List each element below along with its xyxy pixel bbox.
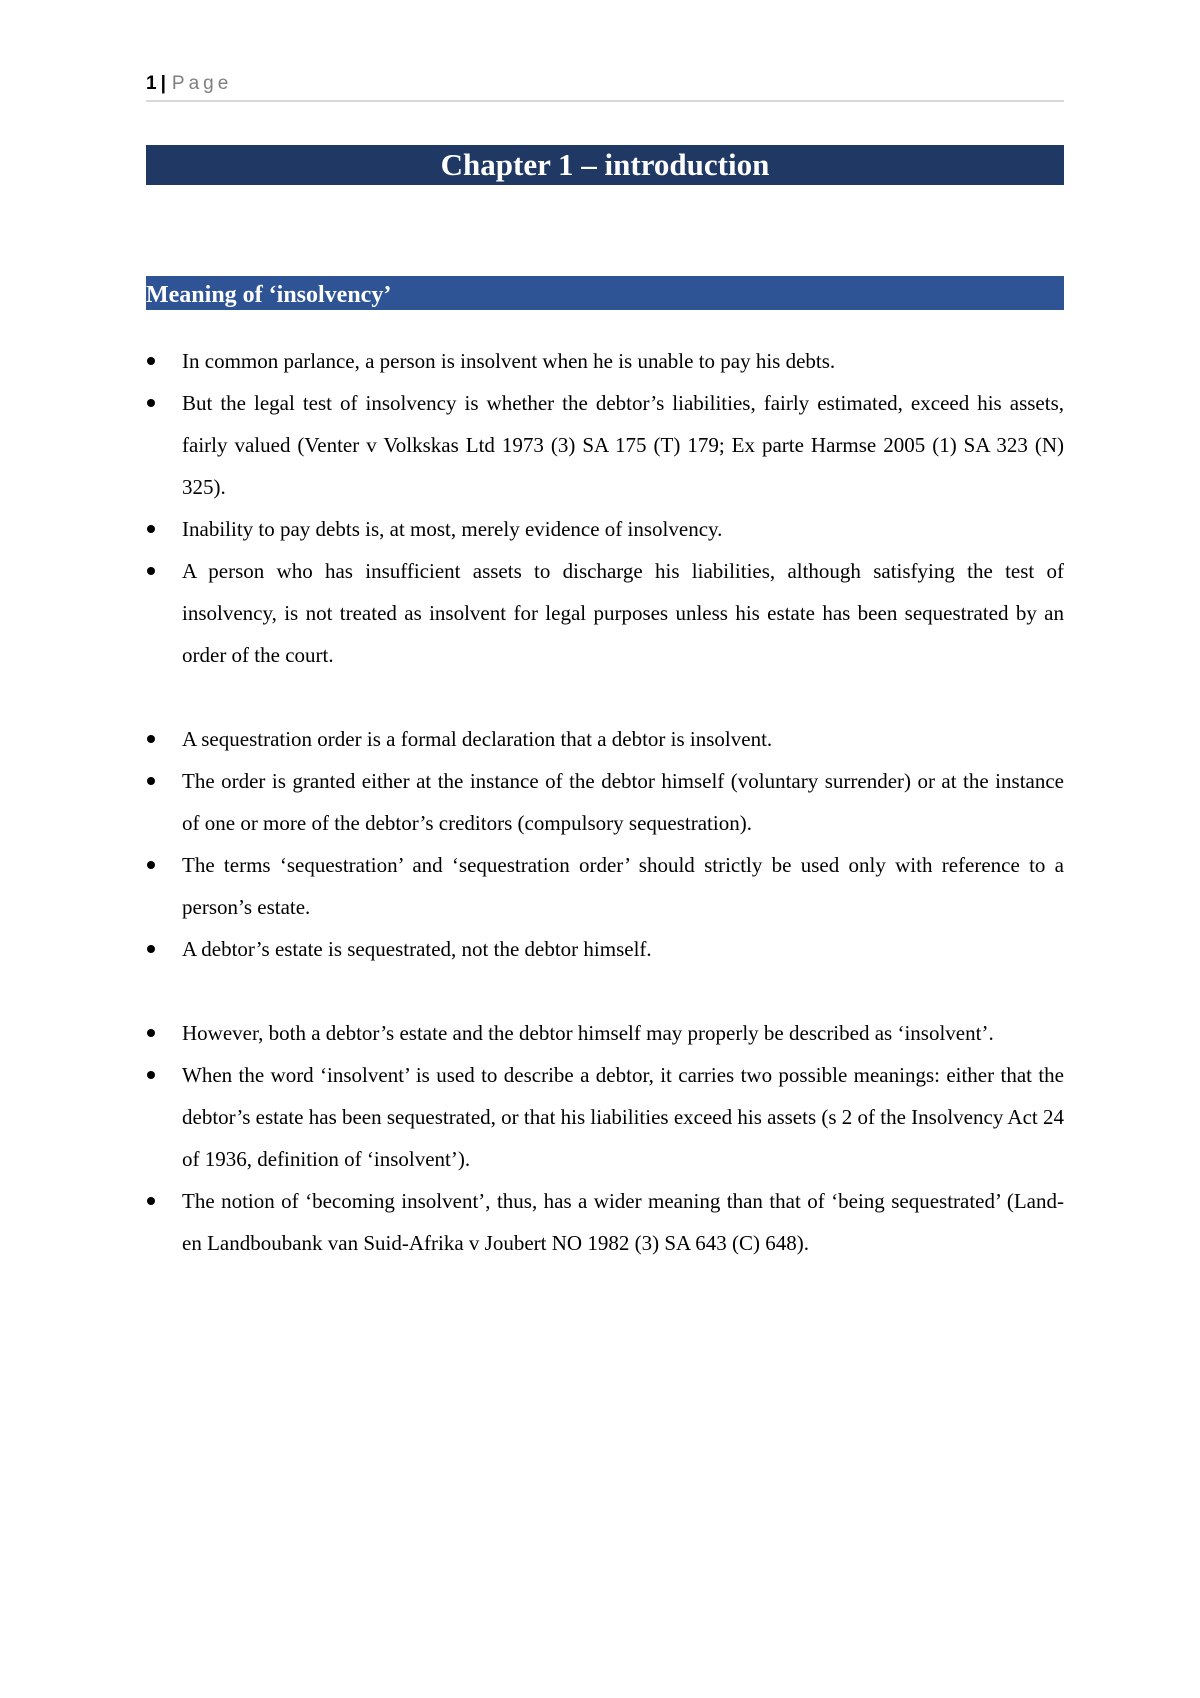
page-label: Page	[171, 73, 233, 94]
bullet-item: The order is granted either at the instance of the debtor himself (voluntary surrender) or at the instance of one or more of the debtor’s creditors (compulsory sequestration).	[146, 760, 1064, 844]
bullet-list	[146, 340, 1064, 1264]
page-separator: |	[160, 73, 166, 94]
chapter-title: Chapter 1 – introduction	[146, 145, 1064, 185]
bullet-item: A person who has insufficient assets to discharge his liabilities, although satisfying the test of insolvency, is not treated as insolvent for legal purposes unless his estate has been sequestrated by an order of the court.	[146, 550, 1064, 676]
bullet-item: The terms ‘sequestration’ and ‘sequestration order’ should strictly be used only with reference to a person’s estate.	[146, 844, 1064, 928]
bullet-item: The notion of ‘becoming insolvent’, thus, has a wider meaning than that of ‘being sequestrated’ (Land- en Landboubank van Suid-Afrika v Joubert NO 1982 (3) SA 643 (C) 648).	[146, 1180, 1064, 1264]
bullet-item: A debtor’s estate is sequestrated, not the debtor himself.	[146, 928, 1064, 970]
bullet-item: But the legal test of insolvency is whether the debtor’s liabilities, fairly estimated, exceed his assets, fairly valued (Venter v Volkskas Ltd 1973 (3) SA 175 (T) 179; Ex parte Harmse 2005 (1) SA 323 (N) 325).	[146, 382, 1064, 508]
bullet-item: A sequestration order is a formal declaration that a debtor is insolvent.	[146, 718, 1064, 760]
bullet-item: In common parlance, a person is insolvent when he is unable to pay his debts.	[146, 340, 1064, 382]
bullet-item: When the word ‘insolvent’ is used to describe a debtor, it carries two possible meanings: either that the debtor’s estate has been sequestrated, or that his liabilities exceed his assets (s 2 of the Insolvency Act 24 of 1936, definition of ‘insolvent’).	[146, 1054, 1064, 1180]
section-heading: Meaning of ‘insolvency’	[146, 276, 1064, 310]
page-number: 1	[146, 73, 157, 94]
bullet-item: However, both a debtor’s estate and the debtor himself may properly be described as ‘insolvent’.	[146, 1012, 1064, 1054]
bullet-item: Inability to pay debts is, at most, merely evidence of insolvency.	[146, 508, 1064, 550]
page-header	[146, 72, 1064, 102]
